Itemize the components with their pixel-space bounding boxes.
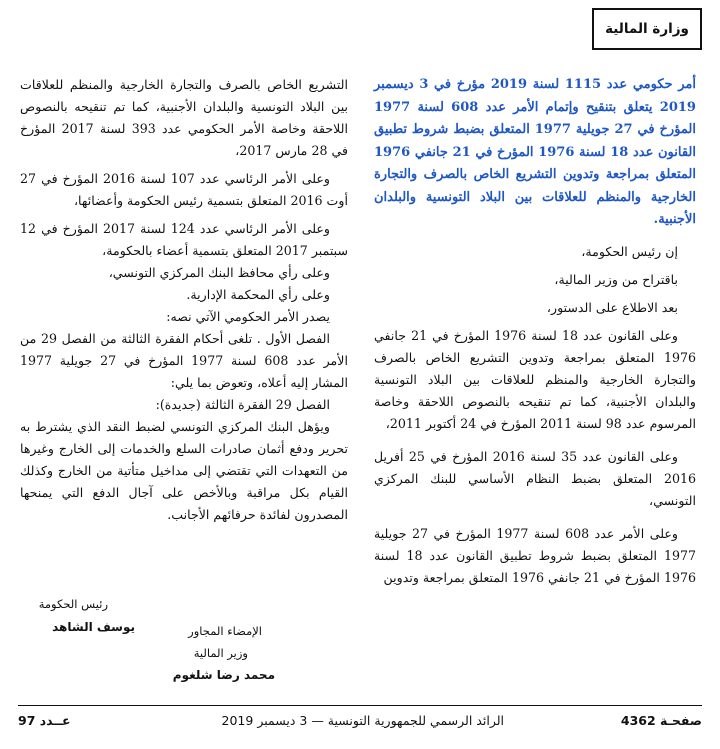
preamble-continuation: التشريع الخاص بالصرف والتجارة الخارجية والمنظم للعلاقات بين البلاد التونسية والبلدان الأجنبية، كما تم تنقيحه بالنصوص اللاحقة وخاصة الأمر الحكومي عدد 393 لسنة 2017 المؤرخ في 28 مارس 2017، [20, 77, 349, 158]
preamble-law-35-2016: وعلى القانون عدد 35 لسنة 2016 المؤرخ في 25 أفريل 2016 المتعلق بضبط النظام الأساسي للبنك المركزي التونسي، [374, 448, 696, 508]
preamble-administrative-court-opinion: وعلى رأي المحكمة الإدارية. [186, 287, 330, 302]
preamble-presidential-decree-124: وعلى الأمر الرئاسي عدد 124 لسنة 2017 المؤرخ في 12 سبتمبر 2017 المتعلق بتسمية أعضاء بالحكومة، [20, 221, 348, 258]
article-one: الفصل الأول . تلغى أحكام الفقرة الثالثة من الفصل 29 من الأمر عدد 608 لسنة 1977 المؤرخ في 27 جويلية 1977 المشار إليه أعلاه، وتعوض بما يلي: [20, 331, 348, 390]
preamble-decree-608-1977: وعلى الأمر عدد 608 لسنة 1977 المؤرخ في 27 جويلية 1977 المتعلق بضبط شروط تطبيق القانون عدد 18 لسنة 1976 المؤرخ في 21 جانفي 1976 المتعلق بمراجعة وتدوين [374, 525, 696, 585]
enactment-formula: يصدر الأمر الحكومي الآتي نصه: [166, 309, 330, 324]
ministry-title: وزارة المالية [605, 21, 689, 37]
right-column [374, 74, 696, 589]
footer-page-number: صفحـة 4362 [620, 713, 702, 728]
preamble-presidential-decree-107: وعلى الأمر الرئاسي عدد 107 لسنة 2016 المؤرخ في 27 أوت 2016 المتعلق بتسمية رئيس الحكومة وأعضائها، [20, 171, 348, 208]
countersign-label: الإمضاء المجاور [188, 624, 262, 638]
pm-name: يوسف الشاهد [52, 620, 135, 634]
preamble-head-of-government: إن رئيس الحكومة، [581, 243, 678, 259]
article-29-heading: الفصل 29 الفقرة الثالثة (جديدة): [155, 397, 330, 412]
left-column [20, 74, 348, 526]
preamble-proposal: باقتراح من وزير المالية، [554, 271, 678, 287]
pm-title: رئيس الحكومة [38, 597, 108, 611]
footer-rule [18, 705, 702, 706]
footer-issue-number: عــدد 97 [18, 713, 71, 728]
ministry-header-box [592, 8, 702, 50]
decree-title: أمر حكومي عدد 1115 لسنة 2019 مؤرخ في 3 ديسمبر 2019 يتعلق بتنقيح وإتمام الأمر عدد 608 لسنة 1977 المؤرخ في 27 جويلية 1977 المتعلق بضبط شروط تطبيق القانون عدد 18 لسنة 1976 المؤرخ في 21 جانفي 1976 المتعلق بمراجعة وتدوين التشريع الخاص بالصرف والتجارة الخارجية والمنظم للعلاقات بين البلاد التونسية والبلدان الأجنبية. [374, 77, 696, 227]
minister-name: محمد رضا شلغوم [172, 668, 275, 682]
footer-journal-title: الرائد الرسمي للجمهورية التونسية — 3 ديسمبر 2019 [221, 713, 504, 728]
minister-title: وزير المالية [193, 646, 248, 660]
article-29-text: ويؤهل البنك المركزي التونسي لضبط النقد الذي يشترط به تحرير ودفع أثمان صادرات السلع والخدمات إلى الخارج وغيرها من التعهدات التي تقتضي إلى مداخيل متأتية من الخارج وكذلك القيام بكل مراقبة وبالأخص على آجال الدفع التي يمنحها المصدرون لفائدة حرفائهم الأجانب. [20, 419, 348, 522]
preamble-law-18-1976: وعلى القانون عدد 18 لسنة 1976 المؤرخ في 21 جانفي 1976 المتعلق بمراجعة وتدوين التشريع الخاص بالصرف والتجارة الخارجية والمنظم للعلاقات بين البلاد التونسية والبلدان الأجنبية، كما تم تنقيحه بالنصوص اللاحقة وخاصة المرسوم عدد 98 لسنة 2011 المؤرخ في 24 أكتوبر 2011، [374, 327, 696, 431]
preamble-constitution: بعد الاطلاع على الدستور، [546, 299, 678, 315]
preamble-central-bank-opinion: وعلى رأي محافظ البنك المركزي التونسي، [108, 265, 330, 280]
